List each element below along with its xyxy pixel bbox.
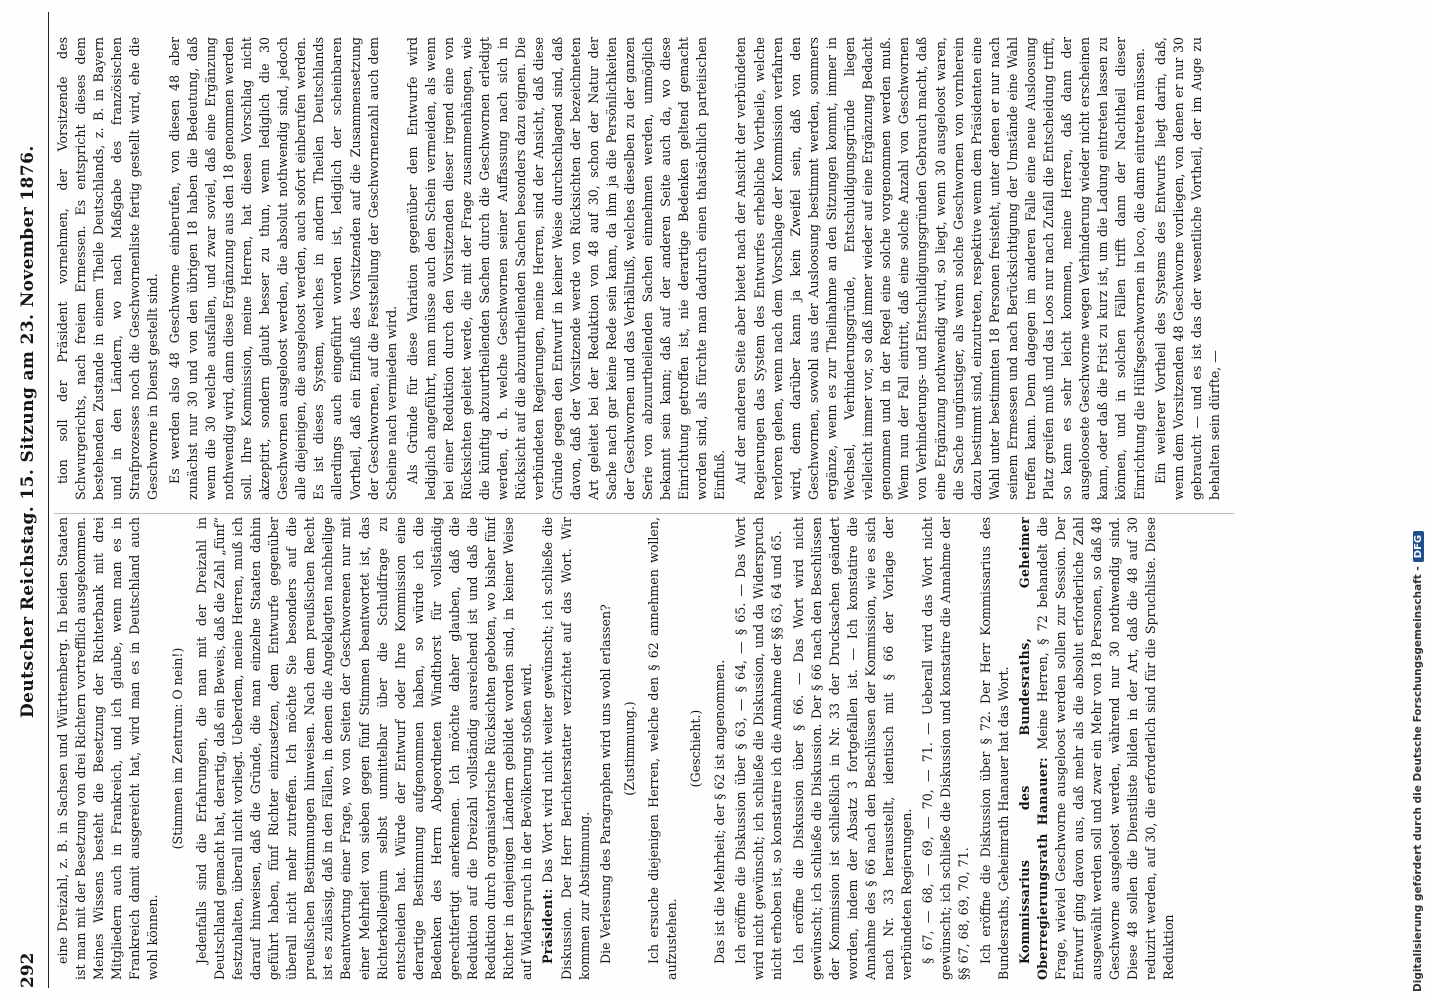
body-paragraph: Jedenfalls sind die Erfahrungen, die man mit der Dreizahl in Deutschland gemacht hat, derartig, daß ein Beweis, daß die Zahl „fünf“ festzuhalten, überall nicht vorliegt. Ueberdem, meine Herren, muß ich darauf hinweisen, daß die Gründe, die man einzelne Staaten dahin geführt haben, fünf Richter einzusetzen, dem Entwurfe gegenüber überall nicht mehr zutreffen. Ich möchte Sie besonders auf die preußischen Bestimmungen hinweisen. Nach dem preußischen Recht ist es zulässig, daß in den Fällen, in denen die Angeklagten nachheilige Beantwortung einer Frage, wo von Seiten der Geschworenen nur mit einer Mehrheit von sieben gegen fünf Stimmen beantwortet ist, das Richterkollegium selbst unmittelbar über die Schuldfrage zu entscheiden hat. Würde der Entwurf oder Ihre Kommission eine derartige Bestimmung aufgenommen haben, so würde ich die Bedenken des Herrn Abgeordneten Windthorst für vollständig gerechtfertigt anerkennen. Ich möchte daher glauben, daß die Reduktion auf die Dreizahl vollständig ausreichend ist und daß die Reduktion durch organisatorische Rücksichten geboten, wo bisher fünf Richter in denjenigen Ländern gebildet worden sind, in keiner Weise auf Widerspruch in der Bevölkerung stoßen wird. [193,517,535,980]
page-number: 292 [18,952,38,988]
dfg-logo: DFG [1413,531,1424,562]
speech-paragraph [539,517,593,980]
stage-direction: (Zustimmung.) [621,701,637,796]
body-paragraph: § 67, — 68, — 69, — 70, — 71. — Ueberall wird das Wort nicht gewünscht; ich schließe die Diskussion und konstatire die Annahme der §§ 67, 68, 69, 70, 71. [920,517,972,980]
body-paragraph: tion soll der Präsident vornehmen, der Vorsitzende des Schwurgerichts, nach freiem Ermessen. Es entspricht dieses dem bestehenden Zustande in einem Theile Deutschlands, z. B. in Bayern und in den Ländern, wo nach Maßgabe des französischen Strafprozesses noch die Geschwornenliste fertig gestellt wird, ehe die Geschworne in Dienst gestellt sind. [55,37,161,500]
body-paragraph: Ich ersuche diejenigen Herren, welche den § 62 annehmen wollen, aufzustehen. [645,517,679,980]
speaker-name: Kommissarius des Bundesraths, Geheimer Oberregierungsrath Hanauer: [1016,517,1050,980]
speaker-name: Präsident: [540,888,556,964]
body-paragraph: Die Verlesung des Paragraphen wird uns wohl erlassen? [597,604,613,964]
speech-text: Meine Herren, § 72 behandelt die Frage, wieviel Geschworne ausgeloost werden sollen zur Session. Der Entwurf ging davon aus, daß mehr als die absolut erforderliche Zahl ausgewählt werden soll und zwar ein Mehr von 18 Personen, so daß 48 Geschworne ausgeloost werden, während nur 30 nothwendig sind. Diese 48 sollen die Dienstliste bilden in der Art, daß die 48 auf 30 reduzirt werden, auf 30, die erforderlich sind für die Spruchliste. Diese Reduktion [1034,517,1177,980]
right-column [54,37,1246,500]
body-paragraph: Als Gründe für diese Variation gegenüber dem Entwurfe wird lediglich angeführt, man müsse auch den Schein vermeiden, als wenn bei einer Reduktion durch den Vorsitzenden dieser irgend eine von Rücksichten geleitet werde, die mit der Frage zusammenhängen, wie die künftig abzuurtheilenden Sachen durch die Geschwornen erledigt werden, d. h. welche Geschwornen seiner Auffassung nach sich in Rücksicht auf die abzuurtheilenden Sachen besonders dazu eignen. Die verbündeten Regierungen, meine Herren, sind der Ansicht, daß diese Gründe gegen den Entwurf in keiner Weise durchschlagend sind, daß davon, daß der Vorsitzende werde von Rücksichten der bezeichneten Art geleitet bei der Reduktion von 48 auf 30, schon der Natur der Sache nach gar keine Rede sein kann, da ihm ja die Persönlichkeiten der Geschwornen und das Verhältniß, welches dieselben zu der ganzen Serie von abzuurtheilenden Sachen einnehmen werden, unmöglich bekannt sein kann; daß auf der anderen Seite auch da, wo diese Einrichtung getroffen ist, nie derartige Bedenken geltend gemacht worden sind, als fürchte man dadurch einen thatsächlich parteiischen Einfluß. [404,37,728,500]
running-title: Deutscher Reichstag. 15. Sitzung am 23. November 1876. [18,145,38,718]
credit-text: Digitalisierung gefördert durch die Deutsche Forschungsgemeinschaft - [1412,566,1424,992]
body-paragraph: Ich eröffne die Diskussion über § 63, — § 64, — § 65. — Das Wort wird nicht gewünscht; ich schließe die Diskussion, und da Widerspruch nicht erhoben ist, so konstatire ich die Annahme der §§ 63, 64 und 65. [733,517,785,980]
body-paragraph: Es werden also 48 Geschworne einberufen, von diesen 48 aber zunächst nur 30 und von den übrigen 18 haben die Bedeutung, daß wenn die 30 welche ausfallen, und zwar soviel, daß eine Ergänzung nothwendig wird, dann diese Ergänzung aus den 18 genommen werden soll. Ihre Kommission, meine Herren, hat diesen Vorschlag nicht akzeptirt, sondern glaubt besser zu thun, wenn lediglich die 30 Geschwornen ausgeloost werden, die absolut nothwendig sind, jedoch alle diejenigen, die ausgeloost werden, auch sofort einberufen werden. Es ist dieses System, welches in andern Theilen Deutschlands allerdings auch eingeführt worden ist, lediglich der scheinbaren Vortheil, daß ein Einfluß des Vorsitzenden auf die Zusammensetzung der Geschwornen, auf die Feststellung der Geschwornenzahl auch dem Scheine nach vermieden wird. [166,37,399,500]
left-column [54,517,1246,980]
body-paragraph: eine Dreizahl, z. B. in Sachsen und Württemberg. In beiden Staaten ist man mit der Besetzung von drei Richtern vortrefflich ausgekommen. Meines Wissens besteht die Besetzung der Richterbank mit drei Mitgliedern auch in Frankreich, und ich glaube, wenn man es in Frankreich damit ausgereicht hat, wird man es in Deutschland auch wohl können. [55,517,161,980]
body-paragraph: Auf der anderen Seite aber bietet nach der Ansicht der verbündeten Regierungen das System des Entwurfes erhebliche Vortheile, welche verloren gehen, wenn nach dem Vorschlage der Kommission verfahren wird, denn darüber kann ja kein Zweifel sein, daß von den Geschwornen, sowohl aus der Ausloosung bestimmt werden, sommers ergänze, wenn es zur Theilnahme an den Sitzungen kommt, immer in Wechsel, Verhinderungsgründe, Entschuldigungsgründe liegen vielleicht immer vor, so daß immer wieder auf eine Ergänzung Bedacht genommen und in der Regel eine solche vorgenommen werden muß. Wenn nun der Fall eintritt, daß eine solche Anzahl von Geschwornen von Verhinderungs- und Entschuldigungsgründen Gebrauch macht, daß eine Ergänzung nothwendig wird, so liegt, wenn 30 ausgeloost waren, die Sache ungünstiger, als wenn solche Geschwornen von vornherein dazu bestimmt sind, einzutreten, respektive wenn dem Präsidenten eine Wahl unter bestimmten 18 Personen freisteht, unter denen er nur nach seinem Ermessen und nach Berücksichtigung der Umstände eine Wahl treffen kann. Denn dagegen im anderen Falle eine neue Ausloosung Platz greifen muß und das Loos nur nach Zufall die Entscheidung trifft, so kann es sehr leicht kommen, meine Herren, daß dann der ausgeloosete Geschworne wegen Verhinderung wieder nicht erscheinen kann, oder daß die Frist zu kurz ist, um die Ladung eintreten lassen zu können, und in solchen Fällen trifft dann der Nachtheil dieser Einrichtung die Hülfsgeschwornen in loco, die dann eintreten müssen. [733,37,1147,500]
speech-text: Das Wort wird nicht weiter gewünscht; ich schließe die Diskussion. Der Herr Berichterstatter verzichtet auf das Wort. Wir kommen zur Abstimmung. [540,517,592,980]
digitization-credit [1412,12,1428,992]
speech-paragraph [1016,517,1179,980]
column-divider [54,513,1234,514]
body-paragraph: Ich eröffne die Diskussion über § 66. — Das Wort wird nicht gewünscht; ich schließe die Diskussion. Der § 66 nach den Beschlüssen der Kommission ist schließlich in Nr. 33 der Drucksachen geändert worden, indem der Absatz 3 fortgefallen ist. — Ich konstatire die Annahme des § 66 nach den Beschlüssen der Kommission, wie es sich nach Nr. 33 herausstellt, identisch mit § 66 der Vorlage der verbündeten Regierungen. [790,517,915,980]
body-paragraph: Das ist die Mehrheit; der § 62 ist angenommen. [712,659,728,964]
stage-direction: (Geschieht.) [688,709,704,788]
page-header [14,12,49,988]
body-paragraph: Ich eröffne die Diskussion über § 72. Der Herr Kommissarius des Bundesraths, Geheimrath Hanauer hat das Wort. [977,517,1011,980]
stage-direction: (Stimmen im Zentrum: O nein!) [169,647,185,850]
body-paragraph: Ein weiterer Vortheil des Systems des Entwurfs liegt darin, daß, wenn dem Vorsitzenden 48 Geschworne vorliegen, von denen er nur 30 gebraucht — und es ist das der wesentliche Vortheil, der im Auge zu behalten sein dürfte, — [1152,37,1222,500]
